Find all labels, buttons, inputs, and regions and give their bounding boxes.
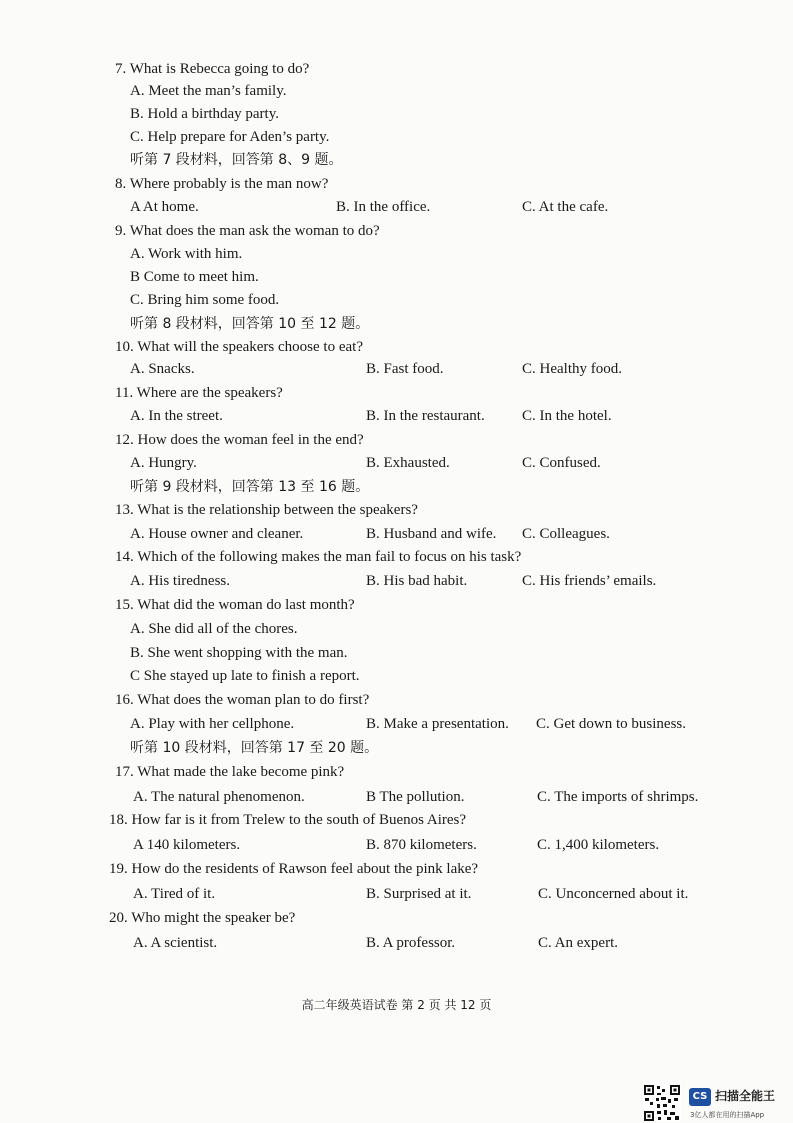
option-20a: A. A scientist. [133,935,218,951]
option-20c: C. An expert. [538,935,618,951]
section-heading-9: 听第 9 段材料，回答第 13 至 16 题。 [130,479,370,495]
option-7a: A. Meet the man’s family. [130,83,287,99]
option-11a: A. In the street. [130,408,223,424]
option-9b: B Come to meet him. [130,269,259,285]
option-18c: C. 1,400 kilometers. [537,837,660,853]
option-8b: B. In the office. [336,199,431,215]
option-11c: C. In the hotel. [522,408,612,424]
option-8c: C. At the cafe. [522,199,609,215]
question-19: 19. How do the residents of Rawson feel about the pink lake? [109,861,479,877]
option-15c: C She stayed up late to finish a report. [130,668,360,684]
option-19c: C. Unconcerned about it. [538,886,689,902]
question-14: 14. Which of the following makes the man fail to focus on his task? [115,549,522,565]
camscanner-logo-icon: CS [689,1088,711,1106]
option-18b: B. 870 kilometers. [366,837,477,853]
option-19b: B. Surprised at it. [366,886,472,902]
question-7: 7. What is Rebecca going to do? [115,61,310,77]
option-11b: B. In the restaurant. [366,408,485,424]
question-8: 8. Where probably is the man now? [115,176,329,192]
option-13a: A. House owner and cleaner. [130,526,304,542]
option-10a: A. Snacks. [130,361,195,377]
option-20b: B. A professor. [366,935,456,951]
page-footer: 高二年级英语试卷 第 2 页 共 12 页 [301,998,492,1012]
question-12: 12. How does the woman feel in the end? [115,432,364,448]
question-17: 17. What made the lake become pink? [115,764,345,780]
option-10b: B. Fast food. [366,361,444,377]
scanner-app-name: 扫描全能王 [715,1089,776,1103]
option-17c: C. The imports of shrimps. [537,789,699,805]
option-7b: B. Hold a birthday party. [130,106,279,122]
option-9a: A. Work with him. [130,246,243,262]
option-7c: C. Help prepare for Aden’s party. [130,129,330,145]
question-16: 16. What does the woman plan to do first? [115,692,370,708]
scanner-tagline: 3亿人都在用的扫描App [690,1111,765,1119]
option-14a: A. His tiredness. [130,573,230,589]
option-16c: C. Get down to business. [536,716,686,732]
option-17a: A. The natural phenomenon. [133,789,305,805]
option-16a: A. Play with her cellphone. [130,716,295,732]
option-18a: A 140 kilometers. [133,837,241,853]
question-11: 11. Where are the speakers? [115,385,283,401]
option-15b: B. She went shopping with the man. [130,645,348,661]
option-15a: A. She did all of the chores. [130,621,298,637]
option-13c: C. Colleagues. [522,526,610,542]
question-10: 10. What will the speakers choose to eat? [115,339,363,355]
option-8a: A At home. [130,199,199,215]
question-9: 9. What does the man ask the woman to do? [115,223,380,239]
question-18: 18. How far is it from Trelew to the south of Buenos Aires? [109,812,467,828]
section-heading-10: 听第 10 段材料，回答第 17 至 20 题。 [130,740,379,756]
option-16b: B. Make a presentation. [366,716,509,732]
question-20: 20. Who might the speaker be? [109,910,296,926]
option-13b: B. Husband and wife. [366,526,497,542]
qr-code-icon [643,1084,681,1122]
section-heading-8: 听第 8 段材料，回答第 10 至 12 题。 [130,316,370,332]
option-14c: C. His friends’ emails. [522,573,657,589]
option-14b: B. His bad habit. [366,573,468,589]
option-12c: C. Confused. [522,455,601,471]
option-17b: B The pollution. [366,789,465,805]
section-heading-7: 听第 7 段材料，回答第 8、9 题。 [130,152,343,168]
question-13: 13. What is the relationship between the speakers? [115,502,418,518]
question-15: 15. What did the woman do last month? [115,597,355,613]
option-12a: A. Hungry. [130,455,197,471]
option-12b: B. Exhausted. [366,455,450,471]
option-10c: C. Healthy food. [522,361,622,377]
option-19a: A. Tired of it. [133,886,216,902]
option-9c: C. Bring him some food. [130,292,280,308]
